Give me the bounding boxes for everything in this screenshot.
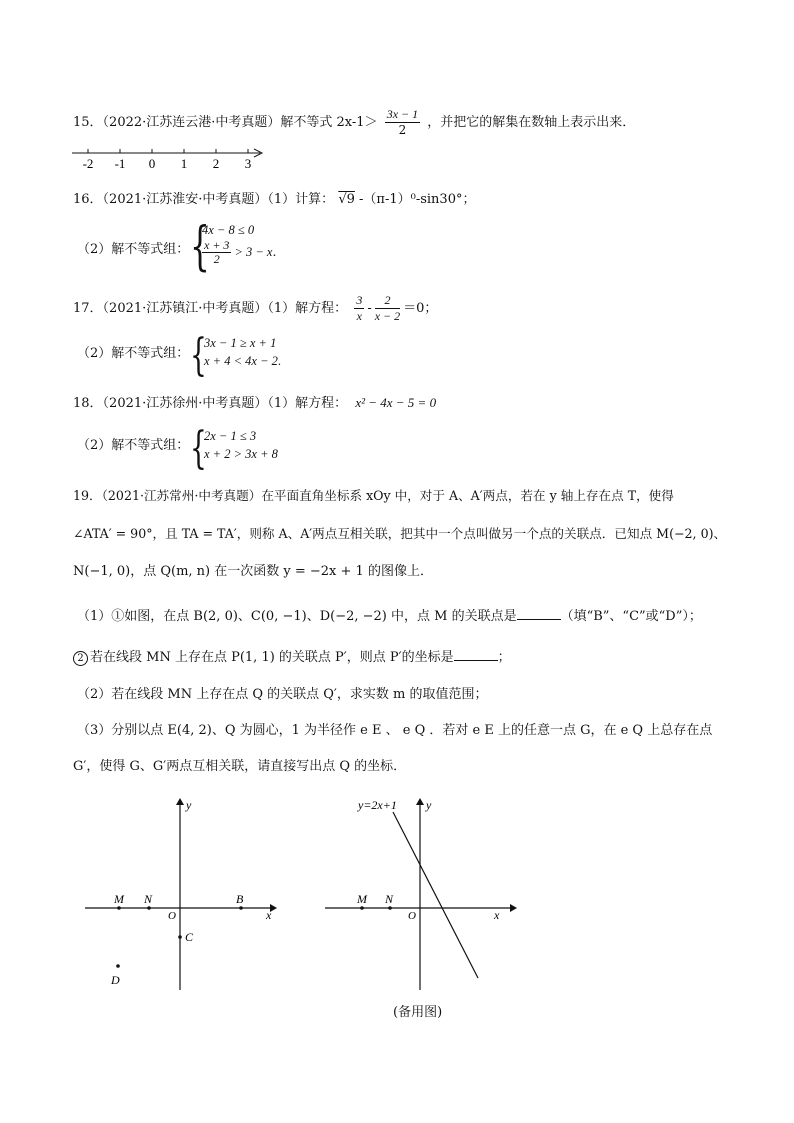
figure-1 (80, 795, 290, 1005)
number-line-tick-label: -1 (114, 156, 126, 171)
fig2-caption: (备用图) (393, 1005, 443, 1020)
q17-system (190, 330, 300, 381)
fig1-label-x: x (266, 908, 272, 922)
fig2-label-y: y (426, 798, 432, 812)
q18-brace: { (190, 423, 207, 474)
q19-line3: N(−1, 0)，点 Q(m, n) 在一次函数 y = −2x + 1 的图像上． (73, 564, 433, 579)
fig2-x-arrow (510, 904, 517, 912)
q19-l5b: ； (497, 650, 511, 665)
q17-part2-label: （2）解不等式组： (77, 346, 190, 361)
q19-l5a: 若在线段 MN 上存在点 P(1, 1) 的关联点 P′，则点 P′的坐标是 (90, 650, 454, 665)
q17-part1-rest: ＝0； (403, 301, 438, 316)
fig2-point-n (388, 906, 392, 910)
q19-line7: （3）分别以点 E(4, 2)、Q 为圆心，1 为半径作 e E 、 e Q ．若对 e E 上的任意一点 G，在 e Q 上总存在点 (77, 723, 713, 738)
q18-part1 (73, 394, 436, 413)
q17-brace: { (190, 330, 207, 381)
q19-blank-2[interactable] (454, 648, 498, 661)
q19-circled-2: 2 (73, 651, 88, 666)
q19-l4a: （1）①如图，在点 B(2, 0)、C(0, −1)、D(−2, −2) 中，点 M 的关联点是 (77, 609, 517, 624)
fig1-label-n: N (144, 892, 153, 906)
q16-end: . (272, 244, 277, 259)
q16-part1-text: 16．（2021·江苏淮安·中考真题）（1）计算： (73, 192, 335, 207)
q17-end: . (277, 354, 282, 368)
q18-equation: x² − 4x − 5 = 0 (355, 395, 437, 410)
number-line-tick-label: 0 (148, 156, 156, 171)
q15-frac-num: 3x − 1 (386, 107, 419, 121)
fig1-point-b (239, 906, 243, 910)
q19-blank-1[interactable] (517, 607, 561, 620)
fig2-linear-function-line (393, 812, 478, 978)
number-line-tick-label: 1 (180, 156, 188, 171)
q16-row2 (202, 239, 276, 266)
q19-line6: （2）若在线段 MN 上存在点 Q 的关联点 Q′，求实数 m 的取值范围； (77, 687, 488, 702)
q19-line5 (73, 648, 511, 667)
fig2-y-arrow (416, 798, 424, 805)
q19-l4b: （填“B”、“C”或“D”）； (560, 609, 702, 624)
fig1-label-d: D (111, 973, 120, 987)
fig1-label-y: y (186, 798, 192, 812)
q16-sqrt: √9 (338, 192, 355, 207)
q16-part2-label: （2）解不等式组： (77, 242, 190, 257)
q19-line2: ∠ATA′ = 90°，且 TA = TA′，则称 A、A′两点互相关联，把其中一个点叫做另一个点的关联点．已知点 M(−2, 0)、 (73, 526, 727, 541)
fig2-label-o: O (408, 910, 416, 922)
fig1-label-b: B (236, 892, 244, 906)
q17-f2-den: x − 2 (374, 309, 401, 323)
q16-system (190, 217, 290, 277)
q15-fraction (385, 107, 420, 138)
q17-row1: 3x − 1 ≥ x + 1 (204, 336, 277, 350)
q16-brace: { (190, 217, 210, 277)
q19-line8: G′，使得 G、G′两点互相关联，请直接写出点 Q 的坐标． (73, 759, 407, 774)
fig1-y-arrow (176, 798, 184, 805)
q18-part2-label: （2）解不等式组： (77, 438, 190, 453)
q17-row2 (204, 352, 281, 370)
figure-2 (320, 795, 530, 995)
q17-minus: - (367, 301, 372, 316)
q16-part1 (73, 191, 475, 209)
q17-f1-den: x (356, 309, 362, 323)
number-line-tick-label: 3 (244, 156, 252, 171)
q17-row2-text: x + 4 < 4x − 2 (204, 354, 278, 368)
fig1-point-m (117, 906, 121, 910)
q15-line (73, 107, 635, 138)
q18-part1-text: 18．（2021·江苏徐州·中考真题）（1）解方程： (73, 396, 348, 411)
q17-part1 (73, 293, 437, 324)
q19-line1: 19．（2021·江苏常州·中考真题）在平面直角坐标系 xOy 中，对于 A、A′两点，若在 y 轴上存在点 T，使得 (73, 488, 674, 503)
number-line-tick-label: -2 (82, 156, 94, 171)
q15-suffix: ，并把它的解集在数轴上表示出来． (427, 115, 636, 130)
q16-row2-rest: > 3 − x (234, 245, 273, 259)
fig1-point-n (147, 906, 151, 910)
q15-frac-den: 2 (398, 123, 407, 137)
fig2-label-x: x (494, 908, 500, 922)
fig1-label-m: M (114, 892, 124, 906)
q18-row1: 2x − 1 ≤ 3 (204, 429, 257, 443)
fig1-point-c (178, 935, 182, 939)
q19-line4 (77, 607, 702, 626)
q16-row1: 4x − 8 ≤ 0 (202, 223, 255, 237)
number-line-tick-label: 2 (212, 156, 220, 171)
q18-system (190, 423, 300, 474)
fig2-label-m: M (357, 892, 367, 906)
q16-part1-rest: -（π-1）⁰-sin30°； (359, 192, 476, 207)
fig2-label-n: N (385, 892, 394, 906)
fig2-point-m (360, 906, 364, 910)
q15-prefix: 15．（2022·江苏连云港·中考真题）解不等式 2x-1＞ (73, 115, 378, 130)
q16-row2-den: 2 (213, 252, 220, 266)
q17-f2-num: 2 (375, 293, 400, 309)
fig1-point-d (116, 964, 120, 968)
q18-row2: x + 2 > 3x + 8 (204, 447, 278, 461)
number-line (72, 142, 272, 172)
fig2-line-label: y=2x+1 (358, 798, 397, 812)
fig1-label-o: O (168, 910, 176, 922)
fig1-label-c: C (185, 930, 194, 944)
q17-f1-num: 3 (356, 293, 363, 307)
q17-part1-text: 17．（2021·江苏镇江·中考真题）（1）解方程： (73, 301, 348, 316)
q16-row2-num: x + 3 (204, 238, 230, 252)
